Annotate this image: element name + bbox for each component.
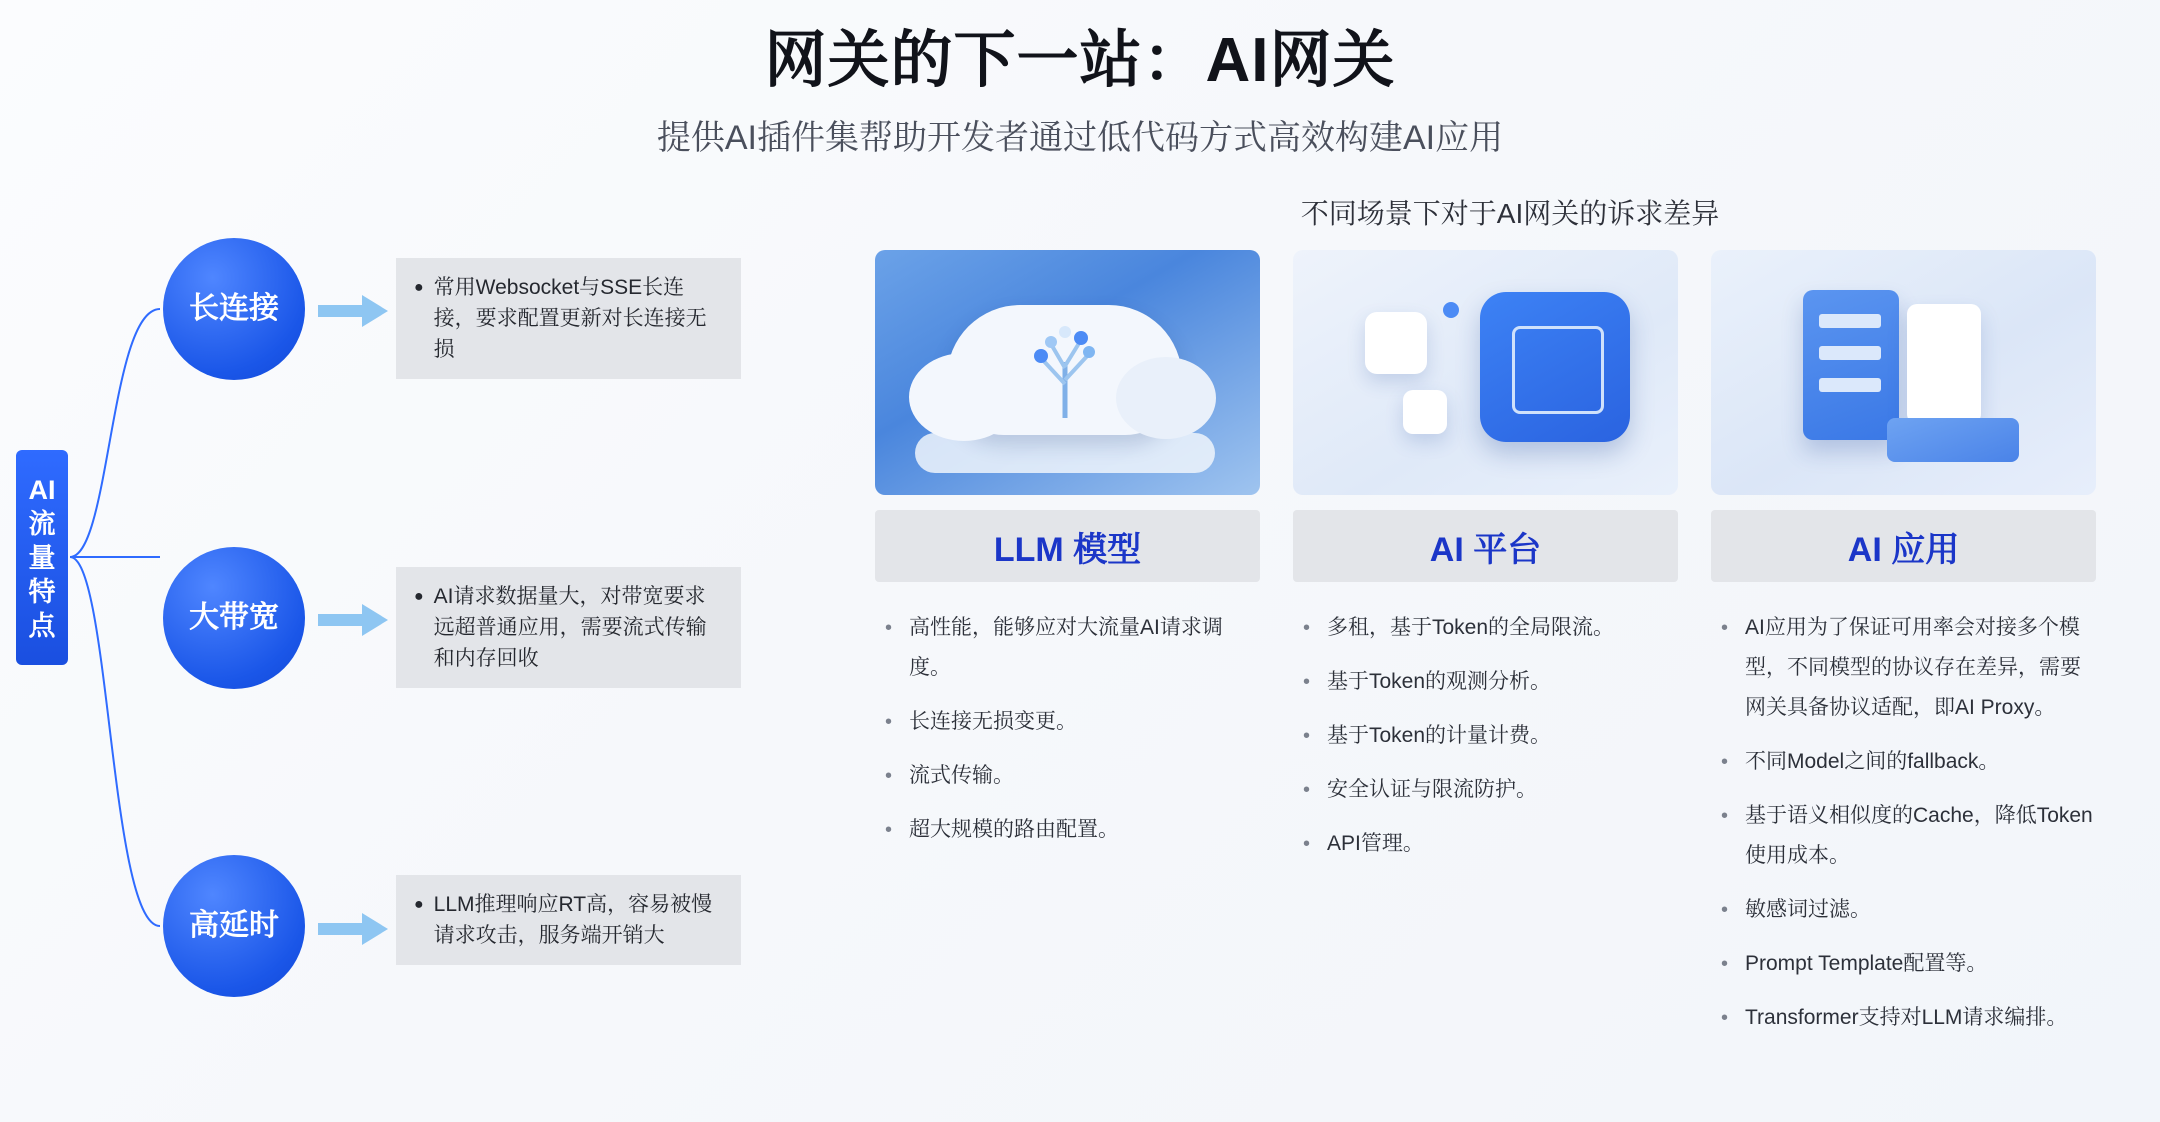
mindmap-node-latency [163,855,305,997]
cards-container [875,250,2145,1054]
card-ai-platform [1293,250,1678,1054]
server-cabinet-icon [1803,290,1899,440]
card-label: AI 平台 [1293,510,1678,582]
list-item: • AI应用为了保证可用率会对接多个模型，不同模型的协议存在差异，需要网关具备协议适配，即AI Proxy。 [1711,608,2096,728]
list-item: • 流式传输。 [875,756,1260,796]
list-item: • 安全认证与限流防护。 [1293,770,1678,810]
bullet-icon: ● [414,896,424,913]
mindmap-root-node [16,450,68,665]
list-item: • Prompt Template配置等。 [1711,944,2096,984]
mindmap-desc-latency [396,875,741,965]
list-item: • 基于Token的观测分析。 [1293,662,1678,702]
arrow-right-icon [318,603,390,637]
mindmap-node-label: 大带宽 [189,601,279,634]
chip-outline-icon [1512,326,1604,414]
list-item: • 高性能，能够应对大流量AI请求调度。 [875,608,1260,688]
cards-section-heading: 不同场景下对于AI网关的诉求差异 [1300,198,1720,229]
bullet-icon: ● [414,588,424,605]
dot-icon [1443,302,1459,318]
tree-icon [1025,322,1105,420]
card-label: LLM 模型 [875,510,1260,582]
mindmap-root-label: AI流量特点 [28,474,56,641]
list-item: • 基于语义相似度的Cache，降低Token使用成本。 [1711,796,2096,876]
server-white-unit-icon [1907,304,1981,424]
card-label: AI 应用 [1711,510,2096,582]
list-item: • Transformer支持对LLM请求编排。 [1711,998,2096,1038]
server-slot-icon [1819,378,1881,392]
ai-platform-illustration [1293,250,1678,495]
server-base-icon [1887,418,2019,462]
card-ai-application [1711,250,2096,1054]
bullet-icon: ● [414,279,424,296]
mindmap-node-long-connection [163,238,305,380]
server-slot-icon [1819,346,1881,360]
list-item: • 敏感词过滤。 [1711,890,2096,930]
card-feature-list [1711,608,2096,1038]
card-feature-list [875,608,1260,850]
mindmap-desc-text: AI请求数据量大，对带宽要求远超普通应用，需要流式传输和内存回收 [433,585,707,670]
list-item: • 不同Model之间的fallback。 [1711,742,2096,782]
mindmap-panel [0,210,860,1040]
mindmap-node-label: 高延时 [189,909,279,942]
card-llm-model [875,250,1260,1054]
server-slot-icon [1819,314,1881,328]
list-item: • 基于Token的计量计费。 [1293,716,1678,756]
chip-panel-icon [1480,292,1630,442]
card-feature-list [1293,608,1678,864]
white-block-icon [1365,312,1427,374]
list-item: • 多租，基于Token的全局限流。 [1293,608,1678,648]
ai-application-illustration [1711,250,2096,495]
mindmap-node-bandwidth [163,547,305,689]
arrow-right-icon [318,912,390,946]
mindmap-desc-text: 常用Websocket与SSE长连接，要求配置更新对长连接无损 [433,276,707,361]
list-item: • API管理。 [1293,824,1678,864]
list-item: • 超大规模的路由配置。 [875,810,1260,850]
page-subtitle: 提供AI插件集帮助开发者通过低代码方式高效构建AI应用 [656,119,1504,157]
mindmap-desc-long-connection [396,258,741,379]
mindmap-desc-text: LLM推理响应RT高，容易被慢请求攻击，服务端开销大 [433,893,713,947]
mindmap-desc-bandwidth [396,567,741,688]
llm-model-illustration [875,250,1260,495]
mindmap-node-label: 长连接 [189,292,279,325]
arrow-right-icon [318,294,390,328]
list-item: • 长连接无损变更。 [875,702,1260,742]
page-title: 网关的下一站：AI网关 [764,26,1396,95]
white-block-icon [1403,390,1447,434]
